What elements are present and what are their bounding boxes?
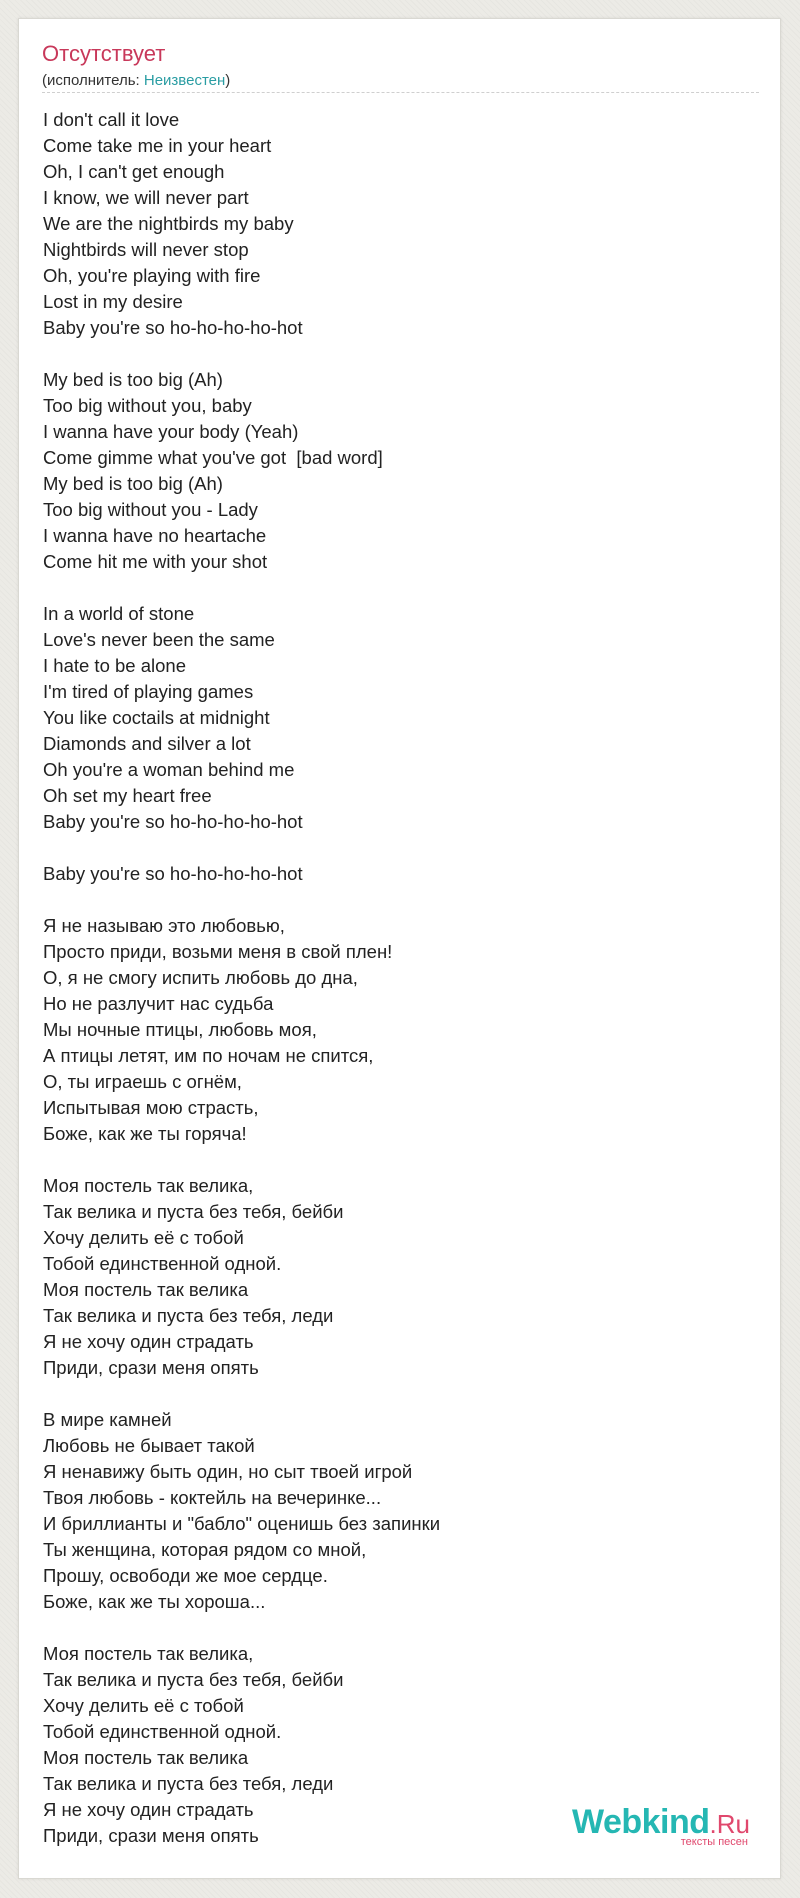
- lyric-line: В мире камней: [43, 1409, 172, 1430]
- lyric-line: I don't call it love: [43, 109, 180, 130]
- lyric-line: Я не хочу один страдать: [43, 1331, 254, 1352]
- lyric-line: Так велика и пуста без тебя, леди: [43, 1305, 334, 1326]
- lyric-line: Испытывая мою страсть,: [43, 1097, 259, 1118]
- lyrics-stanza: [43, 107, 743, 341]
- lyric-line: Come hit me with your shot: [43, 551, 268, 572]
- lyric-line: Тобой единственной одной.: [43, 1721, 282, 1742]
- lyrics-card: [18, 18, 781, 1879]
- lyric-line: Love's never been the same: [43, 629, 275, 650]
- lyric-line: Хочу делить её с тобой: [43, 1227, 244, 1248]
- logo-tld: .Ru: [709, 1809, 750, 1839]
- lyric-line: Боже, как же ты горяча!: [43, 1123, 247, 1144]
- lyric-line: Прошу, освободи же мое сердце.: [43, 1565, 328, 1586]
- lyric-line: My bed is too big (Ah): [43, 473, 223, 494]
- lyric-line: Ты женщина, которая рядом со мной,: [43, 1539, 367, 1560]
- lyric-line: Baby you're so ho-ho-ho-ho-hot: [43, 863, 303, 884]
- lyric-line: Oh, I can't get enough: [43, 161, 225, 182]
- lyric-line: Oh you're a woman behind me: [43, 759, 295, 780]
- lyrics-stanza: [43, 601, 743, 835]
- webkind-logo: [572, 1805, 750, 1848]
- lyric-line: Baby you're so ho-ho-ho-ho-hot: [43, 317, 303, 338]
- lyric-line: Но не разлучит нас судьба: [43, 993, 274, 1014]
- lyric-line: И бриллианты и "бабло" оценишь без запинки: [43, 1513, 441, 1534]
- lyrics-body: [43, 107, 743, 1875]
- lyric-line: Приди, срази меня опять: [43, 1825, 259, 1846]
- lyric-line: In a world of stone: [43, 603, 195, 624]
- lyric-line: I wanna have your body (Yeah): [43, 421, 299, 442]
- logo-tagline: тексты песен: [680, 1836, 748, 1848]
- lyric-line: Nightbirds will never stop: [43, 239, 249, 260]
- lyric-line: Так велика и пуста без тебя, леди: [43, 1773, 334, 1794]
- artist-link[interactable]: Неизвестен: [143, 72, 226, 89]
- lyric-line: Так велика и пуста без тебя, бейби: [43, 1669, 344, 1690]
- lyric-line: А птицы летят, им по ночам не спится,: [43, 1045, 374, 1066]
- lyric-line: Мы ночные птицы, любовь моя,: [43, 1019, 317, 1040]
- lyric-line: О, ты играешь с огнём,: [43, 1071, 242, 1092]
- lyric-line: Приди, срази меня опять: [43, 1357, 259, 1378]
- lyric-line: I hate to be alone: [43, 655, 186, 676]
- header-divider: [42, 92, 759, 93]
- lyric-line: Oh set my heart free: [43, 785, 212, 806]
- lyric-line: Diamonds and silver a lot: [43, 733, 251, 754]
- lyric-line: Любовь не бывает такой: [43, 1435, 255, 1456]
- lyric-line: Просто приди, возьми меня в свой плен!: [43, 941, 393, 962]
- lyric-line: Too big without you - Lady: [43, 499, 258, 520]
- lyric-line: Твоя любовь - коктейль на вечеринке...: [43, 1487, 382, 1508]
- lyric-line: Моя постель так велика: [43, 1747, 249, 1768]
- lyrics-stanza: [43, 861, 743, 887]
- lyric-line: Тобой единственной одной.: [43, 1253, 282, 1274]
- lyric-line: Come gimme what you've got [bad word]: [43, 447, 383, 468]
- song-title: Отсутствует: [42, 41, 166, 66]
- lyrics-stanza: [43, 1173, 743, 1381]
- lyric-line: Так велика и пуста без тебя, бейби: [43, 1201, 344, 1222]
- lyric-line: You like coctails at midnight: [43, 707, 270, 728]
- artist-suffix: ): [225, 72, 231, 89]
- lyric-line: Come take me in your heart: [43, 135, 272, 156]
- lyric-line: My bed is too big (Ah): [43, 369, 223, 390]
- lyric-line: О, я не смогу испить любовь до дна,: [43, 967, 358, 988]
- lyric-line: Я не хочу один страдать: [43, 1799, 254, 1820]
- lyric-line: Baby you're so ho-ho-ho-ho-hot: [43, 811, 303, 832]
- lyrics-stanza: [43, 1407, 743, 1615]
- lyric-line: Too big without you, baby: [43, 395, 252, 416]
- lyric-line: I'm tired of playing games: [43, 681, 254, 702]
- lyric-line: Я ненавижу быть один, но сыт твоей игрой: [43, 1461, 413, 1482]
- lyric-line: Моя постель так велика,: [43, 1643, 254, 1664]
- lyric-line: We are the nightbirds my baby: [43, 213, 294, 234]
- lyric-line: I know, we will never part: [43, 187, 249, 208]
- lyrics-stanza: [43, 913, 743, 1147]
- lyric-line: Oh, you're playing with fire: [43, 265, 261, 286]
- lyric-line: Боже, как же ты хороша...: [43, 1591, 266, 1612]
- lyric-line: Lost in my desire: [43, 291, 183, 312]
- lyric-line: Моя постель так велика: [43, 1279, 249, 1300]
- lyrics-stanza: [43, 367, 743, 575]
- lyric-line: Хочу делить её с тобой: [43, 1695, 244, 1716]
- artist-prefix: (исполнитель:: [42, 72, 144, 89]
- artist-line: [42, 72, 230, 90]
- logo-brand: Webkind: [571, 1803, 710, 1841]
- lyric-line: I wanna have no heartache: [43, 525, 267, 546]
- lyric-line: Я не называю это любовью,: [43, 915, 285, 936]
- lyric-line: Моя постель так велика,: [43, 1175, 254, 1196]
